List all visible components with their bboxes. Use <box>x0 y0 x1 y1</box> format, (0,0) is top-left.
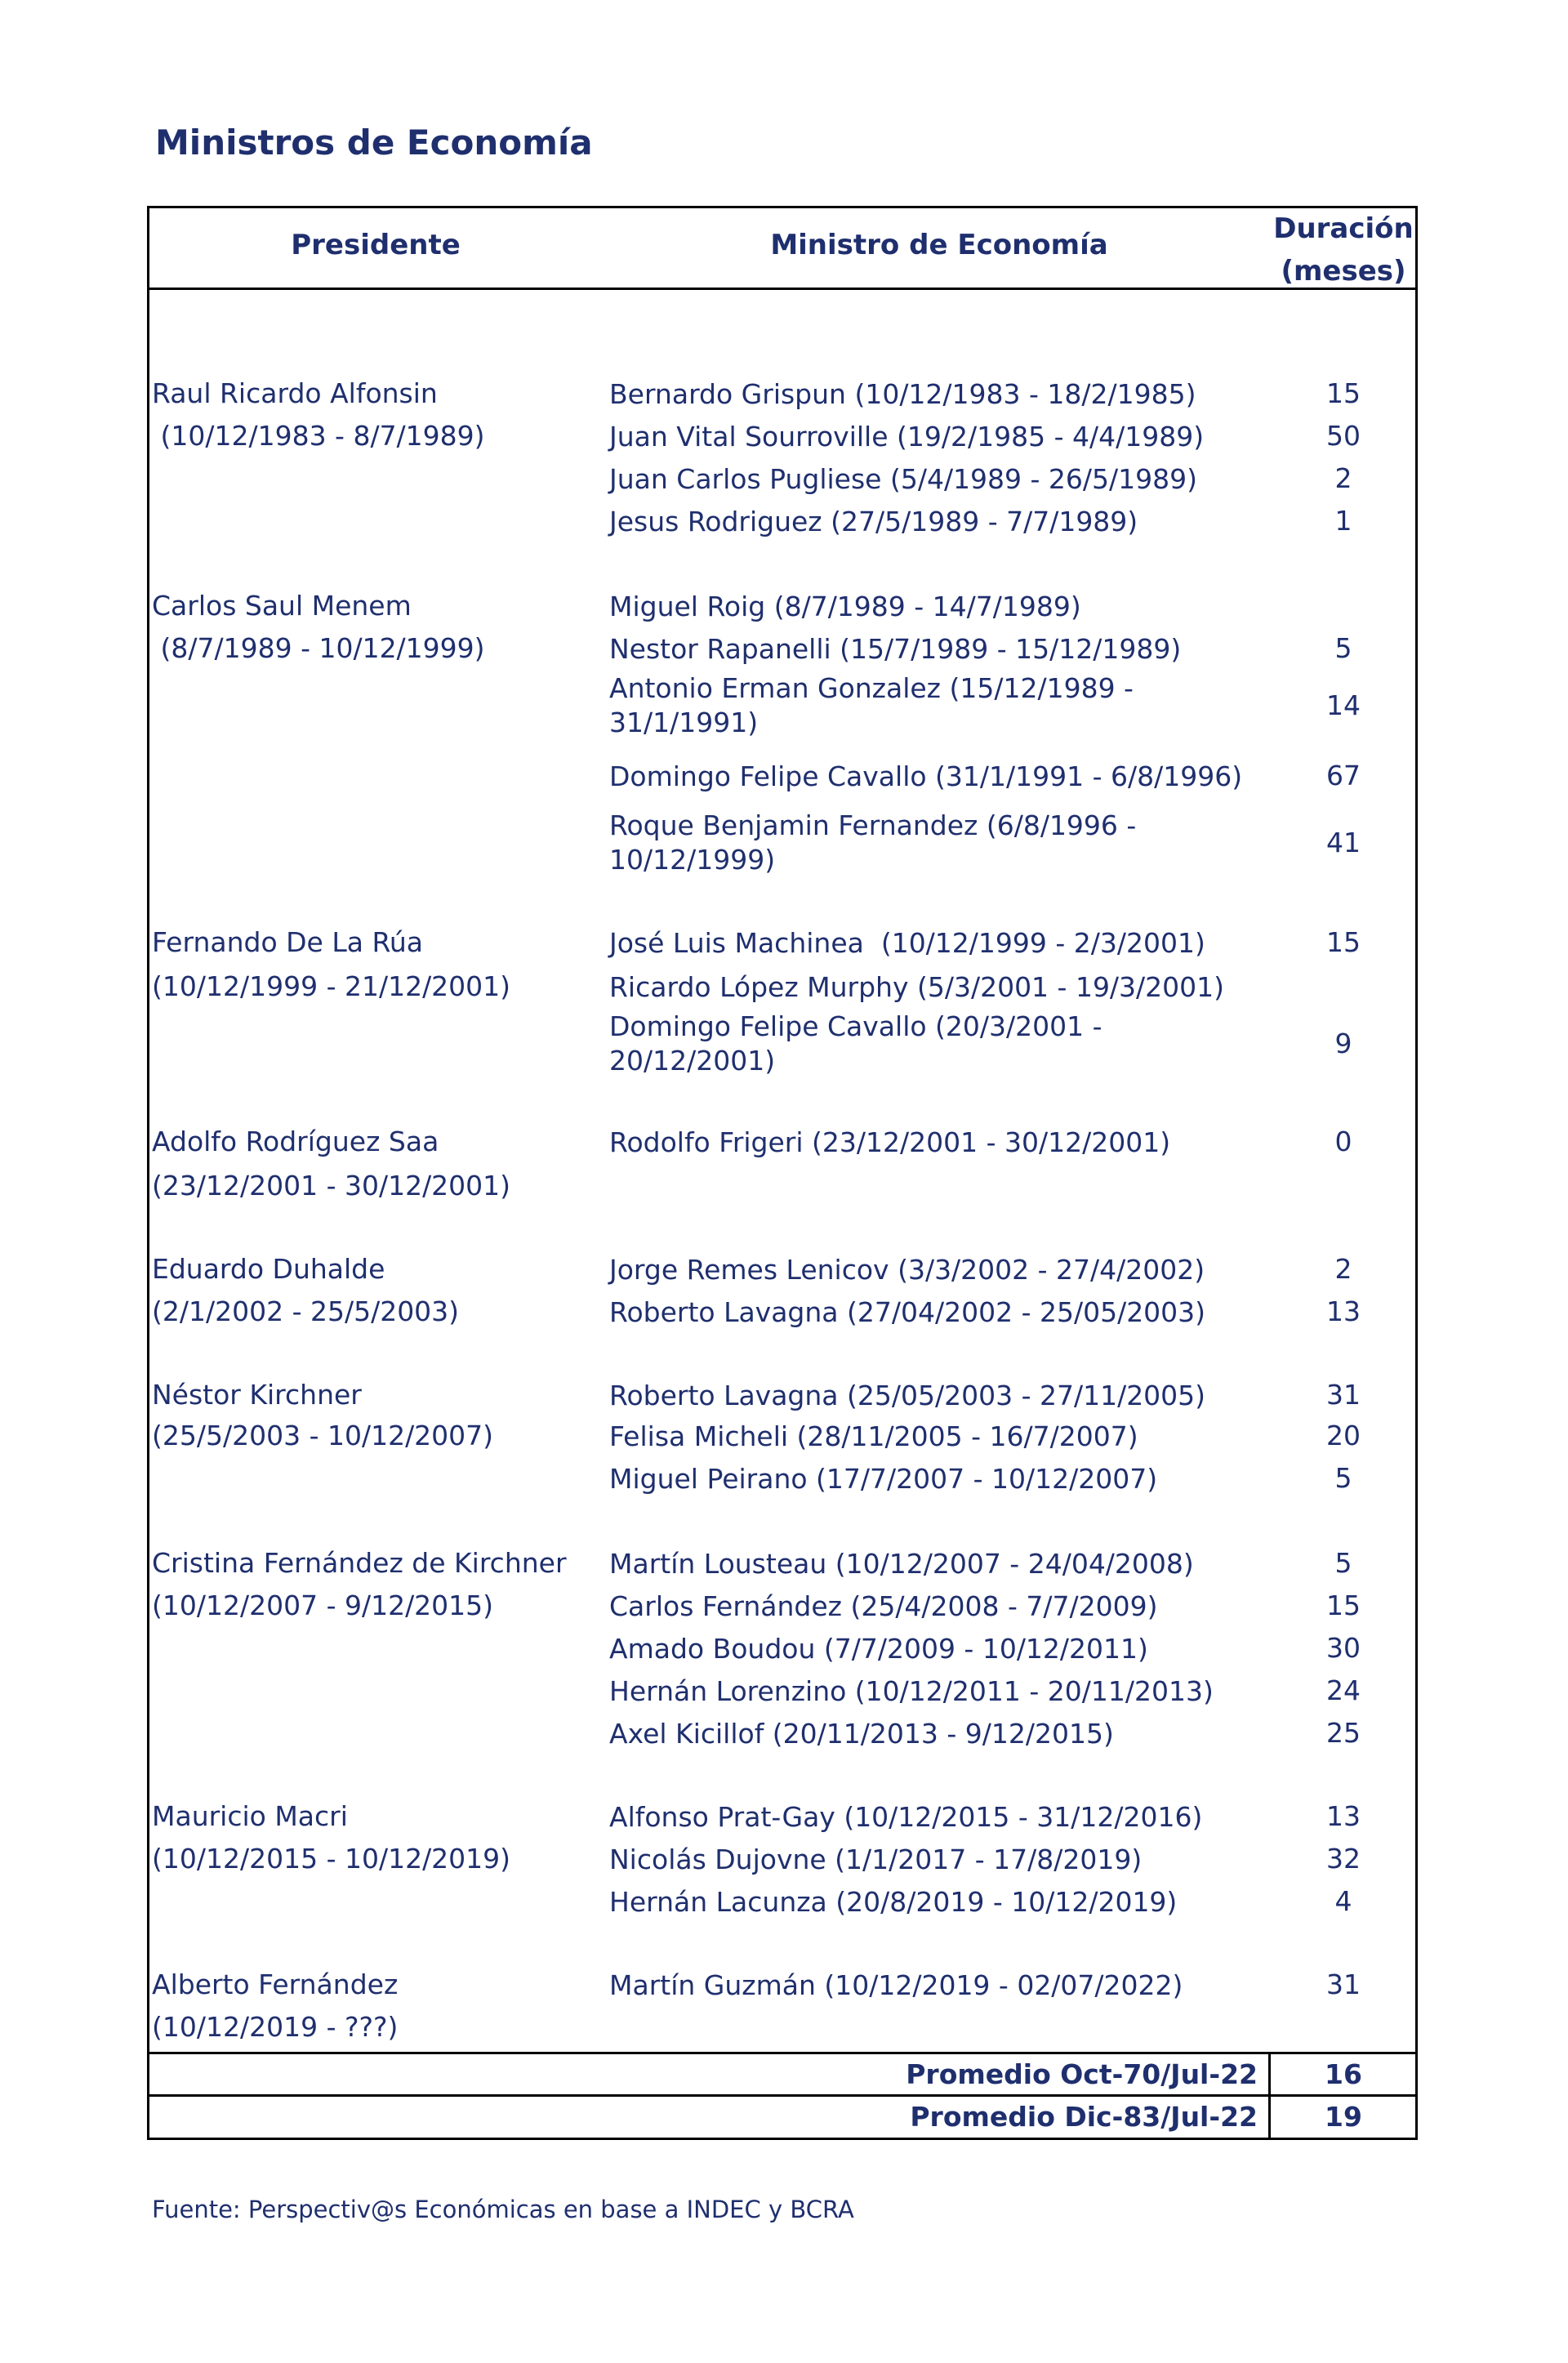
duration-cell: 13 <box>1326 1295 1361 1327</box>
header-divider <box>147 288 1418 290</box>
minister-cell: Felisa Micheli (28/11/2005 - 16/7/2007) <box>609 1420 1138 1452</box>
duration-cell: 20 <box>1326 1420 1361 1451</box>
minister-cell: Hernán Lacunza (20/8/2019 - 10/12/2019) <box>609 1886 1178 1918</box>
duration-cell: 5 <box>1334 632 1352 664</box>
president-name: Alberto Fernández <box>152 1968 399 2000</box>
duration-cell: 15 <box>1326 377 1361 409</box>
duration-cell: 13 <box>1326 1800 1361 1832</box>
president-period: (10/12/1999 - 21/12/2001) <box>152 970 511 1002</box>
president-period: (8/7/1989 - 10/12/1999) <box>152 632 485 664</box>
duration-cell: 41 <box>1326 827 1361 858</box>
duration-cell: 31 <box>1326 1968 1361 2000</box>
minister-cell: Jesus Rodriguez (27/5/1989 - 7/7/1989) <box>609 506 1138 537</box>
duration-cell: 50 <box>1326 420 1361 452</box>
duration-cell: 4 <box>1334 1885 1352 1917</box>
averages-column-divider <box>1268 2052 1271 2140</box>
minister-cell: Jorge Remes Lenicov (3/3/2002 - 27/4/2002) <box>609 1254 1205 1286</box>
president-period: (25/5/2003 - 10/12/2007) <box>152 1420 494 1451</box>
average-value: 19 <box>1325 2101 1362 2133</box>
duration-header-line1: Duración <box>1273 212 1414 245</box>
duration-cell: 1 <box>1334 505 1352 537</box>
president-name: Eduardo Duhalde <box>152 1253 385 1285</box>
minister-cell: Ricardo López Murphy (5/3/2001 - 19/3/2001) <box>609 971 1225 1003</box>
minister-cell: Hernán Lorenzino (10/12/2011 - 20/11/2013) <box>609 1675 1214 1707</box>
president-name: Mauricio Macri <box>152 1800 348 1832</box>
minister-cell: Nestor Rapanelli (15/7/1989 - 15/12/1989) <box>609 633 1182 665</box>
minister-cell: Amado Boudou (7/7/2009 - 10/12/2011) <box>609 1633 1148 1665</box>
president-name: Adolfo Rodríguez Saa <box>152 1126 439 1157</box>
duration-cell: 9 <box>1334 1028 1352 1059</box>
minister-cell: Alfonso Prat-Gay (10/12/2015 - 31/12/2016) <box>609 1801 1203 1833</box>
president-period: (23/12/2001 - 30/12/2001) <box>152 1170 511 1202</box>
average-label: Promedio Oct-70/Jul-22 <box>906 2058 1258 2090</box>
duration-cell: 0 <box>1334 1126 1352 1157</box>
minister-cell: Nicolás Dujovne (1/1/2017 - 17/8/2019) <box>609 1844 1143 1875</box>
average-value: 16 <box>1325 2058 1362 2090</box>
minister-cell: Roberto Lavagna (25/05/2003 - 27/11/2005) <box>609 1380 1206 1411</box>
minister-cell: Carlos Fernández (25/4/2008 - 7/7/2009) <box>609 1590 1158 1622</box>
column-header-minister: Ministro de Economía <box>770 229 1108 261</box>
minister-cell: Domingo Felipe Cavallo (20/3/2001 - 20/12/2001) <box>609 1010 1102 1077</box>
minister-cell: Juan Vital Sourroville (19/2/1985 - 4/4/1989) <box>609 421 1205 453</box>
president-period: (10/12/2019 - ???) <box>152 2011 399 2043</box>
page-title: Ministros de Economía <box>155 123 593 163</box>
duration-cell: 32 <box>1326 1843 1361 1875</box>
president-period: (10/12/1983 - 8/7/1989) <box>152 420 485 452</box>
president-name: Cristina Fernández de Kirchner <box>152 1547 567 1579</box>
duration-cell: 15 <box>1326 1589 1361 1621</box>
minister-cell: Roberto Lavagna (27/04/2002 - 25/05/2003) <box>609 1296 1206 1328</box>
column-header-president: Presidente <box>291 229 461 261</box>
minister-cell: Rodolfo Frigeri (23/12/2001 - 30/12/2001) <box>609 1126 1171 1158</box>
source-note: Fuente: Perspectiv@s Económicas en base a INDEC y BCRA <box>152 2196 854 2223</box>
duration-cell: 5 <box>1334 1547 1352 1579</box>
minister-cell: Miguel Roig (8/7/1989 - 14/7/1989) <box>609 591 1081 622</box>
president-name: Raul Ricardo Alfonsin <box>152 377 438 409</box>
duration-cell: 25 <box>1326 1717 1361 1749</box>
president-period: (2/1/2002 - 25/5/2003) <box>152 1295 460 1327</box>
president-name: Néstor Kirchner <box>152 1379 362 1411</box>
minister-cell: Miguel Peirano (17/7/2007 - 10/12/2007) <box>609 1463 1158 1495</box>
duration-cell: 31 <box>1326 1379 1361 1411</box>
minister-cell: Roque Benjamin Fernandez (6/8/1996 - 10/12/1999) <box>609 809 1137 876</box>
duration-cell: 24 <box>1326 1674 1361 1706</box>
minister-cell: José Luis Machinea (10/12/1999 - 2/3/2001) <box>609 927 1205 959</box>
column-header-duration <box>1258 207 1429 292</box>
duration-cell: 67 <box>1326 760 1361 791</box>
president-period: (10/12/2015 - 10/12/2019) <box>152 1843 511 1875</box>
president-name: Carlos Saul Menem <box>152 590 412 622</box>
president-name: Fernando De La Rúa <box>152 926 424 958</box>
duration-cell: 2 <box>1334 462 1352 494</box>
minister-cell: Martín Guzmán (10/12/2019 - 02/07/2022) <box>609 1969 1183 2001</box>
averages-top-border <box>147 2052 1418 2054</box>
duration-header-line2: (meses) <box>1281 255 1406 288</box>
duration-cell: 14 <box>1326 689 1361 721</box>
minister-cell: Juan Carlos Pugliese (5/4/1989 - 26/5/1989) <box>609 463 1198 495</box>
minister-cell: Antonio Erman Gonzalez (15/12/1989 - 31/1/1991) <box>609 672 1134 738</box>
duration-cell: 5 <box>1334 1462 1352 1494</box>
duration-cell: 30 <box>1326 1632 1361 1664</box>
minister-cell: Domingo Felipe Cavallo (31/1/1991 - 6/8/1996) <box>609 760 1243 792</box>
averages-middle-border <box>147 2094 1418 2097</box>
duration-cell: 15 <box>1326 926 1361 958</box>
average-label: Promedio Dic-83/Jul-22 <box>910 2101 1258 2133</box>
duration-cell: 2 <box>1334 1253 1352 1285</box>
minister-cell: Martín Lousteau (10/12/2007 - 24/04/2008) <box>609 1548 1194 1580</box>
minister-cell: Bernardo Grispun (10/12/1983 - 18/2/1985) <box>609 378 1196 410</box>
president-period: (10/12/2007 - 9/12/2015) <box>152 1589 494 1621</box>
minister-cell: Axel Kicillof (20/11/2013 - 9/12/2015) <box>609 1718 1114 1750</box>
